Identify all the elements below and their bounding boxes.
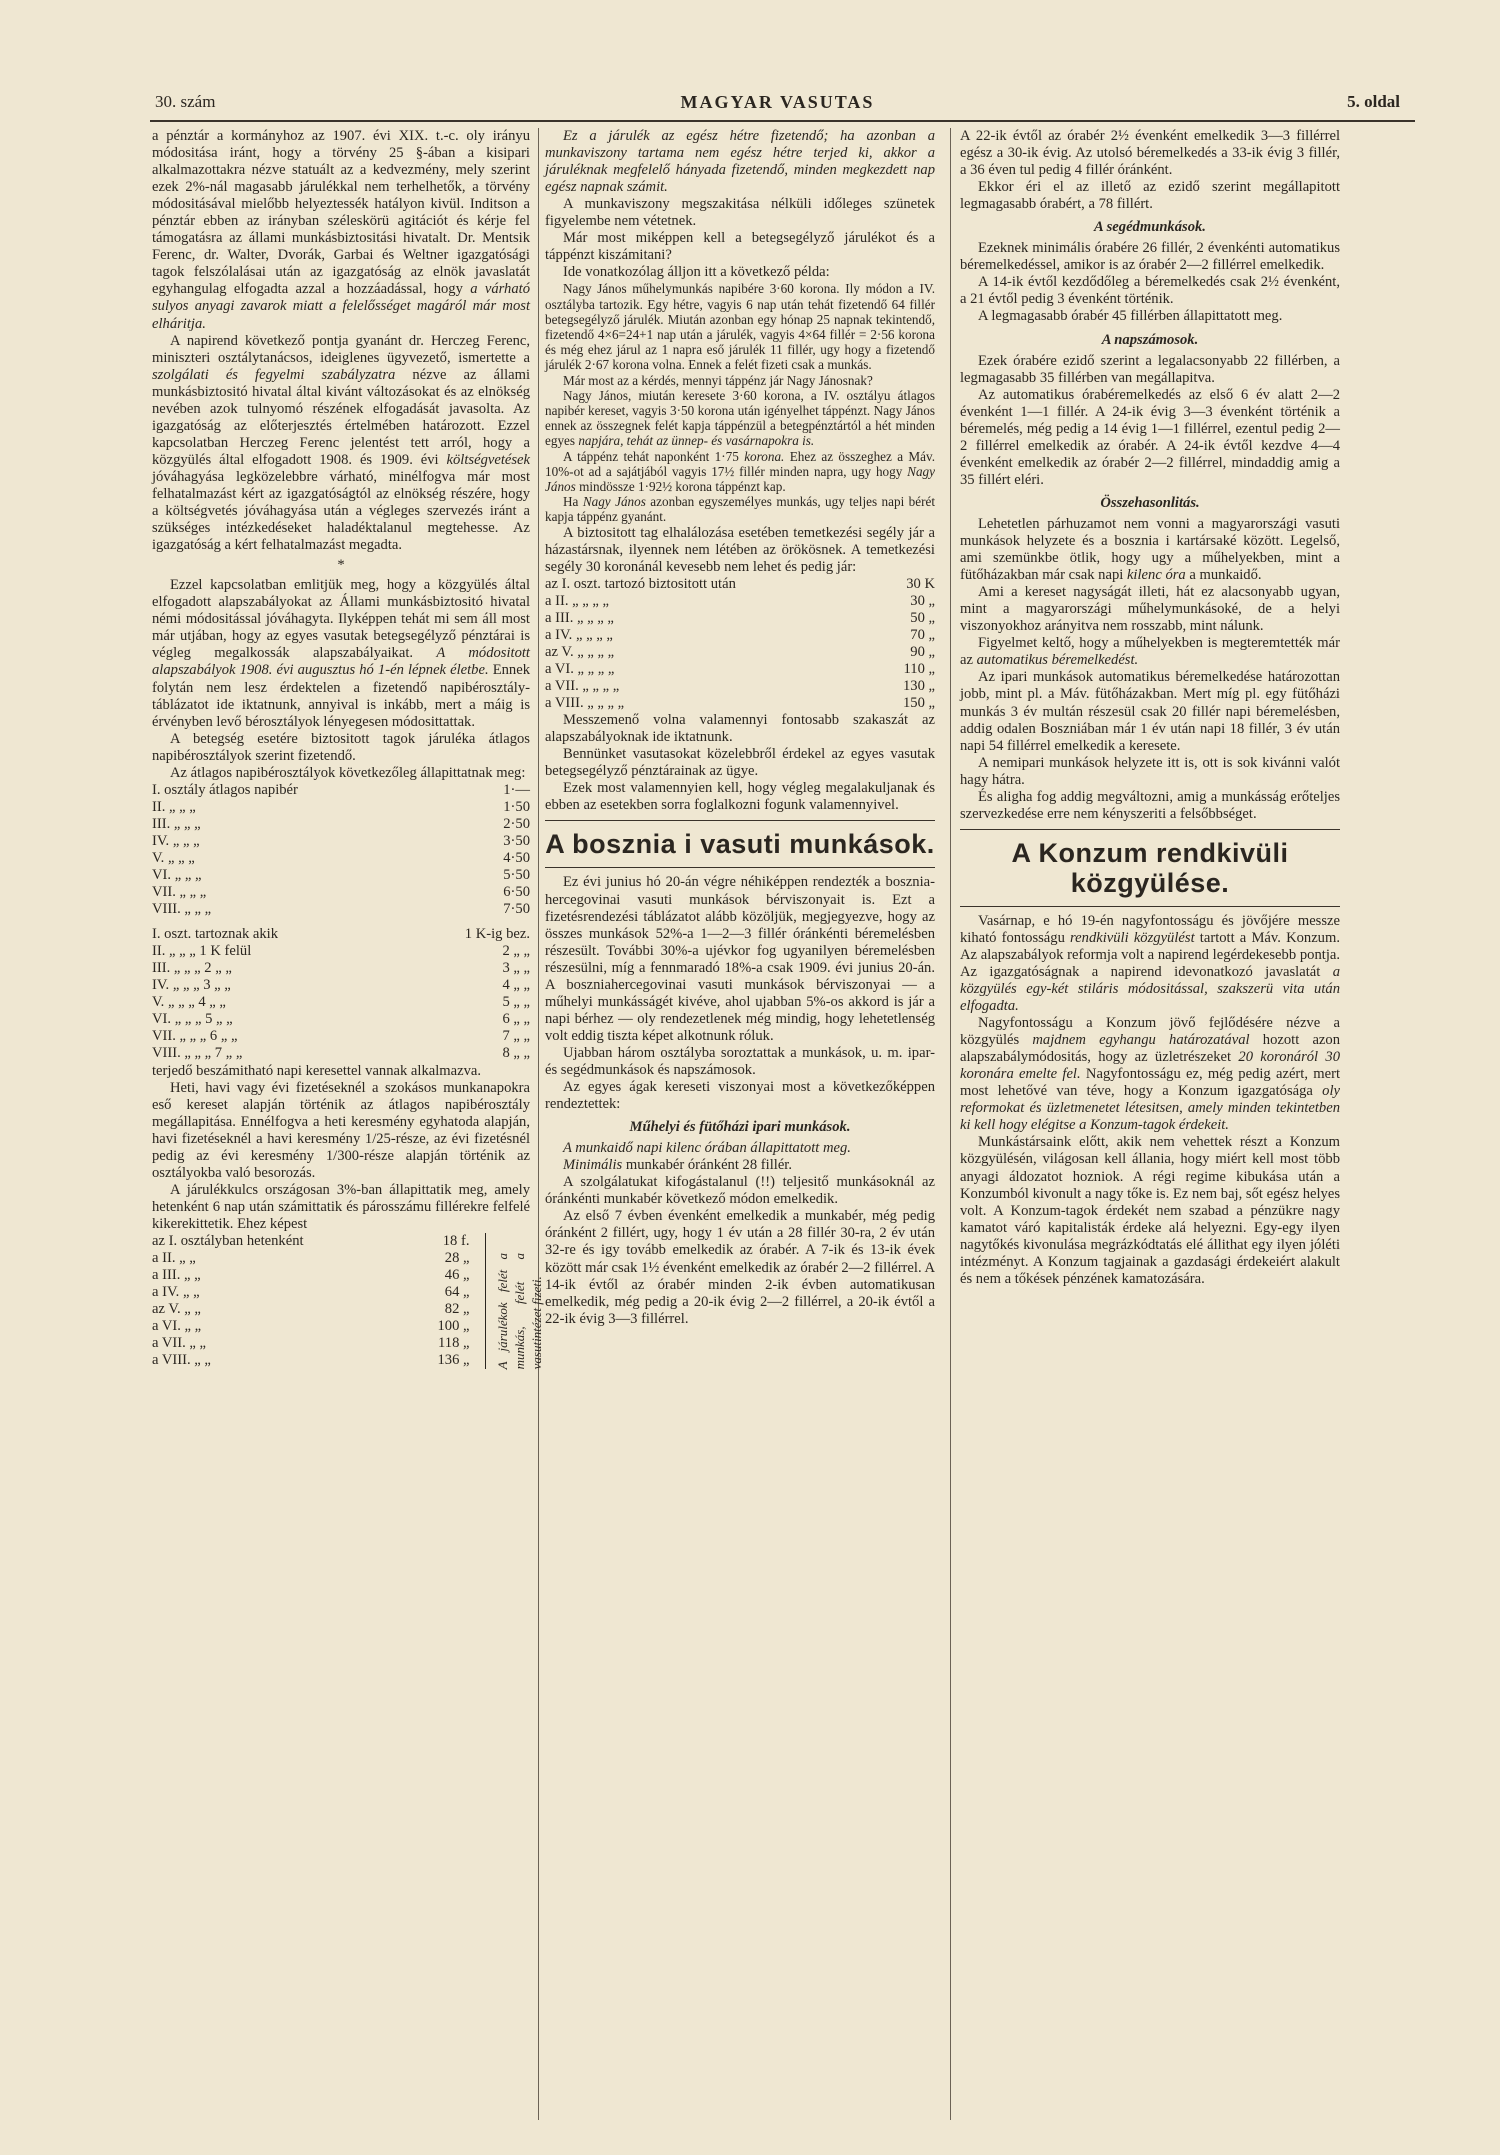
table-row	[152, 977, 530, 994]
paragraph: A 22-ik évtől az órabér 2½ évenként emelkedik 3—3 fillérrel egész a 30-ik évig. Az utolsó béremelkedés a 33-ik évig 3 fillér, a 36 éven tul pedig 4 fillér óránként.	[960, 128, 1340, 179]
italic-paragraph: Ez a járulék az egész hétre fizetendő; ha azonban a munkaviszony tartama nem egész hétre terjed ki, akkor a járuléknak megfelelő hányada fizetendő, minden megkezdett nap egész napnak számit.	[545, 128, 935, 196]
paragraph	[545, 388, 935, 449]
table-cell: I. osztály átlagos napibér	[152, 781, 298, 798]
table-cell: 7·50	[503, 901, 530, 918]
paragraph	[152, 577, 530, 730]
table-row	[152, 1045, 530, 1062]
text: nézve az állami munkásbiztositó hivatal által kivánt változásokat és az elnökség nevében azok tulnyomó részének elfogadását javasolta. Az igazgatóság az előterjesztés értelmében határozott. Ezzel kapcsolatban Herczeg Ferenc jelentést tett arról, hogy a közgyülés által elfogadott 1908. és 1909. évi	[152, 366, 531, 468]
paragraph: Az ipari munkások automatikus béremelkedése határozottan jobb, mint pl. a Máv. fütőházakban. Mert míg pl. egy fütőházi munkás 3 év multán részesül csak 20 fillér napi béremelésben, addig odalen Boszniában már 1 év után napi 18 fillér, 3 év után napi 54 fillérrel emelkedik a keresete.	[960, 669, 1340, 754]
table-cell: 6 „ „	[502, 1011, 530, 1028]
table-cell: I. oszt. tartoznak akik	[152, 926, 279, 943]
contribution-note: A járulékok felét a munkás, felét a vasutintézet fizeti.	[485, 1233, 530, 1369]
text: Ha	[563, 494, 579, 510]
table-cell: 1·—	[503, 781, 530, 798]
table-cell: 136 „	[437, 1352, 470, 1369]
table-cell: a VIII. „ „	[152, 1352, 211, 1369]
table-row	[152, 1301, 470, 1318]
funeral-benefit-table	[545, 576, 935, 712]
paragraph: Ezek órabére ezidő szerint a legalacsonyabb 22 fillérben, a legmagasabb 35 fillérben van megállapitva.	[960, 352, 1340, 386]
italic-text: A módositott alapszabályok 1908. évi augusztus hó 1-én lépnek életbe.	[152, 645, 530, 679]
table-cell: 6·50	[503, 884, 530, 901]
table-cell: II. „ „ „ 1 K felül	[152, 943, 252, 960]
table-cell: 4 „ „	[502, 977, 530, 994]
table-cell: III. „ „ „ 2 „ „	[152, 960, 232, 977]
table-row	[152, 1267, 470, 1284]
paragraph	[960, 1015, 1340, 1134]
table-cell: az I. oszt. tartozó biztositott után	[545, 575, 736, 592]
italic-text: automatikus béremelkedést.	[976, 652, 1139, 669]
paragraph: Ezek most valamennyien kell, hogy végleg megalakuljanak és ebben az esetekben sorra foglalkozni fogunk valamennyivel.	[545, 780, 935, 814]
text: tartott a Máv. Konzum. Az alapszabályok reformja volt a napirend legérdekesebb pontja. Az igazgatóságnak a napirend idevonatkozó javaslatát	[960, 929, 1340, 980]
table-row	[545, 644, 935, 661]
column-2	[545, 128, 935, 1328]
table-row	[545, 661, 935, 678]
table-cell: 110 „	[903, 661, 935, 678]
paragraph	[152, 128, 530, 333]
table-row	[152, 833, 530, 850]
table-row	[152, 943, 530, 960]
table-row	[545, 678, 935, 695]
text: Ennek folytán nem lesz érdektelen a fizetendő napibérosztály-táblázatot ide iktatnunk, annyival is inkább, mert a máig is érvényben levő bérosztályok lényegesen módosittattak.	[152, 662, 530, 730]
table-cell: a II. „ „ „ „	[545, 592, 609, 609]
text: a pénztár a kormányhoz az 1907. évi XIX. t.-c. oly irányu módositása iránt, hogy a törvény 25 §-ában a kisipari alkalmazottakra nézve statuált az a kedvezmény, mely szerint ezek 2%-nál magasabb járulékkal nem terhelhetők, a törvény módositásával mielőbb helyeztessék hatályon kivül. Inditson a pénztár ebben az irányban széleskörü agitációt és kérje fel támogatásra az állami munkásbiztositási hivatalt. Dr. Mentsik Ferenc, dr. Walter, Dvorák, Garbai és Weltner igazgatósági tagok felszólalásai után az igazgatóság az elnök javaslatát egyhangulag elfogadta azzal a hozzáadással, hogy	[152, 128, 530, 298]
table-cell: IV. „ „ „	[152, 832, 200, 849]
table-cell: 46 „	[444, 1267, 470, 1284]
table-cell: 1·50	[503, 798, 530, 815]
section-rule	[960, 829, 1340, 830]
table-cell: 1 K-ig bez.	[464, 926, 530, 943]
subheading: A napszámosok.	[1101, 331, 1199, 348]
paragraph: Már most miképpen kell a betegsegélyző járulékot és a táppénzt kiszámitani?	[545, 230, 935, 264]
paragraph	[545, 449, 935, 495]
paragraph	[960, 516, 1340, 584]
text: Lehetetlen párhuzamot nem vonni a magyarországi vasuti munkások helyzete és a bosznia i kartársaké között. Legelső, ami szemünkbe ötlik, hogy ugy a műhelyekben, mint a fütőházakban már csak napi	[960, 515, 1340, 584]
section-rule	[545, 867, 935, 868]
italic-text: a várható sulyos anyagi zavarok miatt a felelősséget magáról már most elháritja.	[152, 281, 530, 332]
table-cell: 90 „	[910, 644, 935, 660]
paragraph: Nagy János műhelymunkás napibére 3·60 korona. Ily módon a IV. osztályba tartozik. Egy hétre, vagyis 6 nap után tehát fizetendő 64 fillér betegsegélyző járulék. Miután azonban egy hónap 25 napnak tekintendő, fizetendő 4×6=24+1 nap után a járulék, vagyis 4×64 fillér = 2·56 korona és még ehez járul az 1 napra eső járulék 11 fillér, ugy hogy a fizetendő járulék 2·67 korona volna. Ennek a felét fizeti csak a munkás.	[545, 281, 935, 373]
paragraph: Munkástársaink előtt, akik nem vehettek részt a Konzum közgyülésén, világosan kell állania, hogy miért kell most több anyagi áldozatot hozniok. A régi regime kibukása után a Konzumból kivonult a nagy tőke is. Ez nem baj, sőt egész helyes volt. A Konzum-tagok érdekét nem szabad a pénzükre nagy kamatot váró kapitalisták érdeke alá helyezni. Egy-egy ilyen nagytőkés kivonulása megrázkódtatás elé állithat egy ilyen jóléti intézményt. A Konzum tagjainak a gazdasági érdekeiért alakult és nem a tőkések pénzének kamatozására.	[960, 1134, 1340, 1287]
wage-class-table	[152, 782, 530, 918]
table-cell: 150 „	[902, 695, 935, 712]
table-cell: 7 „ „	[502, 1028, 530, 1045]
table-cell: az V. „ „ „ „	[545, 644, 615, 660]
paragraph: Ekkor éri el az illető az ezidő szerint megállapitott legmagasabb órabért, a 78 fillért.	[960, 179, 1340, 213]
table-cell: a VI. „ „	[152, 1318, 202, 1335]
table-cell: az V. „ „	[152, 1301, 201, 1318]
header-rule	[150, 120, 1415, 122]
table-cell: a VI. „ „ „ „	[545, 661, 615, 678]
table-row	[152, 816, 530, 833]
text: Nagyfontosságu a Konzum jövő fejlődésére nézve a közgyülés	[960, 1015, 1340, 1049]
italic-text: Nagy János	[582, 494, 646, 510]
italic-text: költségvetések	[446, 451, 530, 468]
italic-text: oly reformokat és üzletmenetet létesitsen, amely minden tekintetben ki kell hogy elégitse a Konzum-tagok érdekeit.	[960, 1083, 1340, 1134]
table-cell: 100 „	[437, 1318, 470, 1335]
table-cell: 30 „	[910, 592, 935, 609]
table-row	[152, 1233, 470, 1250]
table-row	[545, 695, 935, 712]
paragraph: És aligha fog addig megváltozni, amig a munkásság erőteljes szervezkedése erre nem kényszeriti a felsőbbséget.	[960, 788, 1340, 822]
table-cell: a IV. „ „ „ „	[545, 626, 613, 643]
paragraph: Az automatikus órabéremelkedés az első 6 év alatt 2—2 évenként 1—1 fillér. A 24-ik évig 3—3 évenként történik a béremelés, még pedig a 14 évig 1—1 fillérrel, ezentul pedig 2—2 fillérrel emelkedik az órabér. A 24-ik évtől kezdve 4—4 évenként emelkedik az órabér 2—2 fillérrel, mindaddig amig a 35 fillért eléri.	[960, 386, 1340, 488]
table-cell: 130 „	[902, 678, 935, 695]
table-cell: 64 „	[444, 1284, 470, 1301]
paragraph: A legmagasabb órabér 45 fillérben állapittatott meg.	[978, 308, 1283, 325]
table-row	[545, 576, 935, 593]
paragraph: A biztositott tag elhalálozása esetében temetkezési segély jár a házastársnak, ilyennek nem létében az örökösnek. A temetkezési segély 30 koronánál kevesebb nem lehet és pedig jár:	[545, 524, 935, 575]
table-cell: a II. „ „	[152, 1250, 196, 1267]
table-cell: VI. „ „ „ 5 „ „	[152, 1011, 233, 1028]
table-row	[152, 884, 530, 901]
italic-text: rendkivüli közgyülést	[1070, 929, 1195, 946]
table-row	[152, 1318, 470, 1335]
paragraph: A szolgálatukat kifogástalanul (!!) teljesitő munkásoknál az óránkénti munkabér következő módon emelkedik.	[545, 1174, 935, 1208]
running-header	[155, 92, 1400, 118]
italic-text: szolgálati és fegyelmi szabályzatra	[152, 366, 396, 383]
table-cell: 30 K	[906, 575, 935, 592]
contribution-table	[152, 1233, 470, 1369]
paragraph: Messzemenő volna valamennyi fontosabb szakaszát az alapszabályoknak ide iktatnunk.	[545, 712, 935, 746]
paragraph: Ezeknek minimális órabére 26 fillér, 2 évenkénti automatikus béremelkedéssel, amikor is az órabér 2—2 fillérrel emelkedik.	[960, 240, 1340, 274]
italic-text: 20 koronáról 30 koronára emelte fel.	[960, 1049, 1340, 1083]
table-row	[545, 593, 935, 610]
column-1	[152, 128, 545, 1370]
table-cell: a III. „ „	[152, 1267, 201, 1284]
section-rule	[545, 820, 935, 821]
table-row	[152, 960, 530, 977]
subheading: A segédmunkások.	[1094, 219, 1206, 236]
table-cell: a III. „ „ „ „	[545, 609, 614, 626]
contribution-table-block	[152, 1233, 545, 1370]
paragraph: Ujabban három osztályba soroztattak a munkások, u. m. ipar- és segédmunkások és napszámosok.	[545, 1044, 935, 1078]
text: mindössze 1·92½ korona táppénzt kap.	[579, 479, 786, 495]
paragraph: Már most az a kérdés, mennyi táppénz jár Nagy Jánosnak?	[563, 372, 873, 388]
text: Ezzel kapcsolatban emlitjük meg, hogy a közgyülés által elfogadott alapszabályokat az Állami munkásbiztositó hivatal némi módositással jóváhagyta. Ilyképpen tehát mi sem áll most már utjában, hogy az egyes vasutak betegsegélyző pénztárai is végleg megalkossák alapszabályaikat.	[152, 577, 530, 662]
section-star: *	[337, 557, 345, 574]
paragraph: Ide vonatkozólag álljon itt a következő példa:	[563, 264, 830, 281]
italic-text: a közgyülés egy-két stiláris módositással, szakszerü vita után elfogadta.	[960, 963, 1340, 1015]
text: munkabér óránként 28 fillér.	[625, 1157, 792, 1174]
table-row	[152, 926, 530, 943]
paragraph: A munkaviszony megszakitása nélküli időleges szünetek figyelembe nem vétetnek.	[545, 196, 935, 230]
table-cell: VI. „ „ „	[152, 867, 202, 884]
table-row	[152, 1352, 470, 1369]
table-cell: II. „ „ „	[152, 798, 196, 815]
table-row	[152, 867, 530, 884]
paragraph: Az egyes ágak kereseti viszonyai most a következőképpen rendeztettek:	[545, 1079, 935, 1113]
paragraph: terjedő beszámitható napi keresettel vannak alkalmazva.	[152, 1062, 482, 1079]
table-cell: 3·50	[503, 832, 530, 849]
table-cell: a VII. „ „ „ „	[545, 678, 620, 695]
wage-range-table	[152, 926, 530, 1062]
table-row	[152, 1284, 470, 1301]
table-row	[152, 994, 530, 1011]
text: A napirend következő pontja gyanánt dr. Herczeg Ferenc, miniszteri osztálytanácsos, ideiglenes ügyvezető, ismertette a	[152, 332, 530, 366]
paragraph: A nemipari munkások helyzete itt is, ott is sok kivánni valót hagy hátra.	[960, 754, 1340, 788]
table-cell: 2·50	[503, 815, 530, 832]
table-row	[152, 1028, 530, 1045]
bosnia-headline: A bosznia i vasuti munkások.	[545, 829, 935, 860]
paragraph	[545, 1157, 935, 1174]
table-cell: 82 „	[444, 1301, 470, 1318]
table-row	[152, 1250, 470, 1267]
issue-number: 30. szám	[155, 92, 216, 111]
table-cell: III. „ „ „	[152, 815, 201, 832]
section-rule	[960, 906, 1340, 907]
table-cell: 2 „ „	[502, 943, 530, 960]
paragraph: Az átlagos napibérosztályok következőleg állapittatnak meg:	[170, 764, 526, 781]
paragraph: Bennünket vasutasokat közelebbről érdekel az egyes vasutak betegsegélyző pénztárainak az ügye.	[545, 746, 935, 780]
table-cell: 5·50	[503, 867, 530, 884]
paragraph: Ami a kereset nagyságát illeti, hát ez alacsonyabb ugyan, mint a magyarországi műhelymunkásoké, de a helyi viszonyokhoz arányitva nem rosszabb, mint nálunk.	[960, 584, 1340, 635]
paragraph: Ez évi junius hó 20-án végre néhiképpen rendezték a bosznia-hercegovinai vasuti munkások bérviszonyait is. Ezt a fizetésrendezési táblázatot alább közöljük, megjegyezve, hogy az összes munkások 52%-a 1—2—3 fillér óránkénti béremelésben részesült. További 30%-a ujévkor fog ugyanilyen béremelésben részesülni, míg a fennmaradó 18%-a csak 1909. évi junius 20-án. A boszniahercegovinai vasuti munkások bérviszonyai — a műhelyi munkásságét kivéve, ahol ujabban 5%-os akkord is jár a napi bérhez — oly rendezetlenek még mindig, hogy lehetetlenség volt eddig tiszta képet alkotnunk róluk.	[545, 874, 935, 1044]
table-cell: 118 „	[438, 1335, 470, 1352]
table-row	[152, 1011, 530, 1028]
subheading: Műhelyi és fütőházi ipari munkások.	[629, 1119, 851, 1136]
table-cell: VIII. „ „ „	[152, 901, 212, 918]
table-row	[152, 1335, 470, 1352]
paragraph: A 14-ik évtől kezdődőleg a béremelkedés csak 2½ évenként, a 21 évtől pedig 3 évenként történik.	[960, 274, 1340, 308]
italic-text: Nagy János	[545, 463, 935, 495]
table-cell: V. „ „ „	[152, 849, 195, 866]
paragraph	[152, 333, 530, 555]
table-row	[152, 850, 530, 867]
table-cell: IV. „ „ „ 3 „ „	[152, 977, 231, 994]
paragraph: A betegség esetére biztositott tagok járuléka átlagos napibérosztályok szerint fizetendő.	[152, 730, 530, 764]
table-cell: a VIII. „ „ „ „	[545, 695, 625, 712]
paragraph: Heti, havi vagy évi fizetéseknél a szokásos munkanapokra eső kereset alapján történik az átlagos napibérosztály megállapitása. Ennélfogva a heti keresmény egyhatoda alapján, havi fizetéseknél a havi keresmény 1/25-része, az évi fizetésnél pedig az évi keresmény 1/300-része alapján történik az osztályokba való besorozás.	[152, 1079, 530, 1181]
konzum-headline: A Konzum rendkivüli közgyülése.	[1011, 837, 1289, 898]
table-cell: 5 „ „	[502, 994, 530, 1011]
masthead-title: MAGYAR VASUTAS	[680, 92, 875, 112]
paragraph	[960, 635, 1340, 669]
text: Nagy János, miután keresete 3·60 korona, a IV. osztályu átlagos napibér kereset, vagyis 3·50 korona után igényelhet táppénzt. Nagy János ennek az összegnek felét kapja táppénzül a betegpénztártól a hét minden egyes	[545, 387, 935, 449]
page-number: 5. oldal	[1347, 92, 1400, 111]
table-row	[152, 799, 530, 816]
text: a munkaidő.	[1189, 567, 1262, 584]
table-cell: VII. „ „ „ 6 „ „	[152, 1028, 238, 1045]
table-cell: 8 „ „	[502, 1045, 530, 1062]
text: Nagyfontosságu ez, még pedig azért, mert most lehetővé van téve, hogy a Konzum igazgatósága	[960, 1066, 1340, 1100]
text: jóváhagyása legközelebbre várható, minélfogva már most felhatalmazást kért az igazgatóságtól az elnökség részére, hogy a költségvetés jóváhagyása után a végleges szervezés iránt a szükséges intézkedéseket haladéktalanul megtehesse. Az igazgatóság a kért felhatalmazást megadta.	[152, 468, 530, 554]
paragraph: A járulékkulcs országosan 3%-ban állapittatik meg, amely hetenként 6 nap után számittatik és párosszámu fillérekre felfelé kikerekittetik. Ehez képest	[152, 1181, 530, 1232]
table-cell: a VII. „ „	[152, 1335, 207, 1352]
table-cell: a IV. „ „	[152, 1284, 200, 1301]
table-cell: VII. „ „ „	[152, 884, 207, 901]
subheading: Összehasonlitás.	[1100, 494, 1200, 511]
paragraph: Az első 7 évben évenként emelkedik a munkabér, még pedig óránként 2 fillért, ugy, hogy 1 év után a 28 fillér 30-ra, 2 év után 32-re és igy tovább emelkedik az órabér. A 7-ik és 13-ik évek között már csak 1½ évenként emelkedik az órabér 2—2 fillérrel. A 14-ik évtől az órabér minden 2-ik évben automatikusan emelkedik, még pedig a 20-ik évig 2—2 fillérrel, a 20-ik évtől a 22-ik évig 3—3 fillérrel.	[545, 1208, 935, 1327]
text: Figyelmet keltő, hogy a műhelyekben is megteremtették már az	[960, 635, 1340, 669]
paragraph	[960, 913, 1340, 1015]
text: Ehez az összeghez a Máv. 10%-ot ad a sajátjából vagyis 17½ fillér minden napra, ugy hogy	[545, 448, 935, 479]
table-cell: 70 „	[910, 626, 935, 643]
italic-text: korona.	[744, 448, 785, 464]
text: A táppénz tehát naponként 1·75	[563, 448, 739, 464]
italic-text: napjára, tehát az ünnep- és vasárnapokra is.	[578, 433, 815, 449]
table-cell: VIII. „ „ „ 7 „ „	[152, 1045, 243, 1062]
table-cell: az I. osztályban hetenként	[152, 1233, 304, 1249]
italic-text: Minimális	[563, 1157, 623, 1174]
italic-text: majdnem egyhangu határozatával	[1032, 1032, 1250, 1049]
text: azonban egyszemélyes munkás, ugy teljes napi bérét kapja táppénz gyanánt.	[545, 494, 936, 525]
italic-text: kilenc óra	[1126, 567, 1186, 584]
table-row	[545, 627, 935, 644]
table-row	[545, 610, 935, 627]
text: Vasárnap, e hó 19-én nagyfontosságu és jövőjére messze kiható fontosságu	[960, 912, 1340, 946]
example-block	[545, 281, 935, 524]
table-cell: 28 „	[444, 1250, 470, 1267]
table-cell: 50 „	[910, 609, 935, 626]
paragraph	[545, 494, 935, 524]
table-cell: V. „ „ „ 4 „ „	[152, 994, 226, 1011]
text: hozott azon alapszabálymódositás, hogy az üzletrészeket	[960, 1032, 1340, 1066]
table-row	[152, 782, 530, 799]
column-3	[960, 128, 1340, 1288]
italic-paragraph: A munkaidő napi kilenc órában állapittatott meg.	[563, 1140, 851, 1157]
table-cell: 18 f.	[442, 1233, 470, 1249]
table-cell: 3 „ „	[502, 960, 530, 977]
column-divider	[950, 128, 951, 2120]
column-divider	[538, 128, 539, 2120]
table-row	[152, 901, 530, 918]
table-cell: 4·50	[503, 849, 530, 866]
